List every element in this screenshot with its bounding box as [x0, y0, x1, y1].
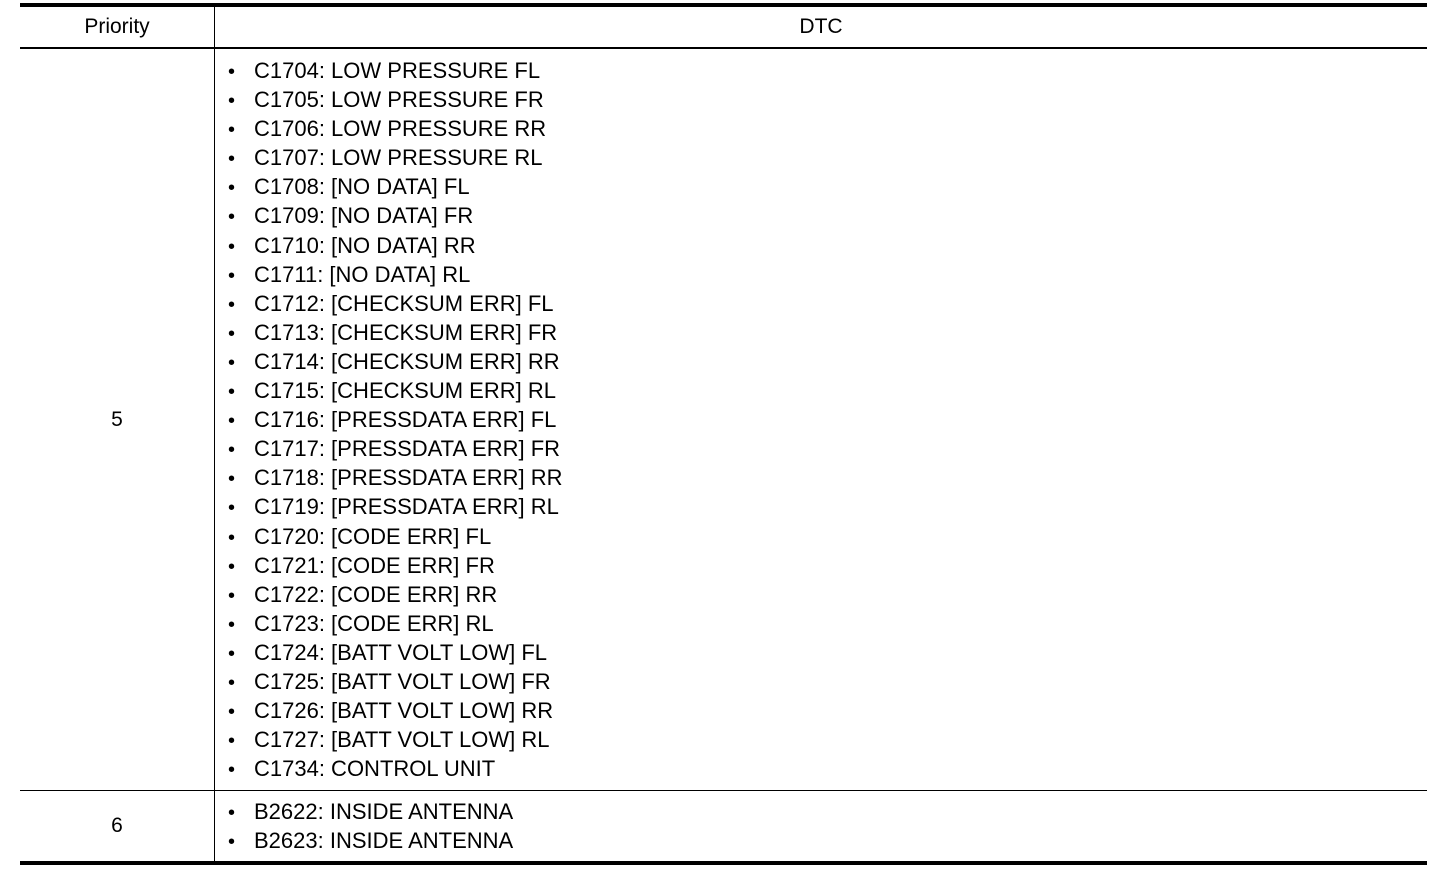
- dtc-priority-table: [20, 3, 1427, 865]
- dtc-code-text: C1713: [CHECKSUM ERR] FR: [254, 319, 558, 345]
- table-header-row: [20, 7, 1427, 49]
- dtc-code-text: C1711: [NO DATA] RL: [254, 261, 471, 287]
- list-item: [228, 347, 1427, 376]
- bullet-icon: •: [228, 671, 236, 694]
- dtc-code-text: C1712: [CHECKSUM ERR] FL: [254, 290, 554, 316]
- bullet-icon: •: [228, 381, 236, 404]
- list-item: [228, 172, 1427, 201]
- bullet-icon: •: [228, 90, 236, 113]
- list-item: [228, 376, 1427, 405]
- dtc-code-text: C1726: [BATT VOLT LOW] RR: [254, 698, 554, 724]
- dtc-code-text: C1707: LOW PRESSURE RL: [254, 145, 543, 171]
- table-row: [20, 49, 1427, 791]
- list-item: [228, 826, 1427, 855]
- bullet-icon: •: [228, 206, 236, 229]
- list-item: [228, 580, 1427, 609]
- header-priority: Priority: [20, 7, 215, 47]
- list-item: [228, 522, 1427, 551]
- list-item: [228, 696, 1427, 725]
- priority-cell: 6: [20, 791, 215, 861]
- dtc-code-text: C1708: [NO DATA] FL: [254, 174, 470, 200]
- list-item: [228, 551, 1427, 580]
- bullet-icon: •: [228, 497, 236, 520]
- bullet-icon: •: [228, 555, 236, 578]
- bullet-icon: •: [228, 351, 236, 374]
- list-item: [228, 143, 1427, 172]
- list-item: [228, 492, 1427, 521]
- bullet-icon: •: [228, 802, 236, 824]
- bullet-icon: •: [228, 439, 236, 462]
- list-item: [228, 797, 1427, 826]
- dtc-cell: [215, 791, 1427, 861]
- bullet-icon: •: [228, 177, 236, 200]
- bullet-icon: •: [228, 642, 236, 665]
- dtc-code-text: C1734: CONTROL UNIT: [254, 756, 496, 782]
- dtc-code-text: C1725: [BATT VOLT LOW] FR: [254, 668, 551, 694]
- list-item: [228, 725, 1427, 754]
- list-item: [228, 85, 1427, 114]
- dtc-code-text: C1715: [CHECKSUM ERR] RL: [254, 378, 556, 404]
- bullet-icon: •: [228, 293, 236, 316]
- list-item: [228, 318, 1427, 347]
- dtc-code-text: C1706: LOW PRESSURE RR: [254, 116, 547, 142]
- bullet-icon: •: [228, 613, 236, 636]
- priority-cell: 5: [20, 49, 215, 790]
- header-dtc: DTC: [799, 15, 843, 38]
- list-item: [228, 638, 1427, 667]
- list-item: [228, 56, 1427, 85]
- dtc-code-text: C1717: [PRESSDATA ERR] FR: [254, 436, 561, 462]
- bullet-icon: •: [228, 119, 236, 142]
- list-item: [228, 434, 1427, 463]
- dtc-cell: [215, 49, 1427, 790]
- table-row: [20, 791, 1427, 861]
- dtc-code-text: C1718: [PRESSDATA ERR] RR: [254, 465, 563, 491]
- dtc-list: [215, 49, 1427, 783]
- bullet-icon: •: [228, 584, 236, 607]
- dtc-code-text: C1721: [CODE ERR] FR: [254, 552, 495, 578]
- dtc-code-text: C1720: [CODE ERR] FL: [254, 523, 492, 549]
- bullet-icon: •: [228, 468, 236, 491]
- bullet-icon: •: [228, 831, 236, 854]
- dtc-code-text: B2623: INSIDE ANTENNA: [254, 828, 514, 854]
- bullet-icon: •: [228, 61, 236, 83]
- dtc-code-text: C1724: [BATT VOLT LOW] FL: [254, 639, 548, 665]
- list-item: [228, 201, 1427, 230]
- dtc-code-text: C1705: LOW PRESSURE FR: [254, 87, 544, 113]
- list-item: [228, 754, 1427, 783]
- list-item: [228, 114, 1427, 143]
- dtc-code-text: C1727: [BATT VOLT LOW] RL: [254, 727, 550, 753]
- dtc-list: [215, 791, 1427, 855]
- dtc-code-text: C1714: [CHECKSUM ERR] RR: [254, 348, 560, 374]
- dtc-code-text: C1716: [PRESSDATA ERR] FL: [254, 407, 557, 433]
- bullet-icon: •: [228, 322, 236, 345]
- bullet-icon: •: [228, 410, 236, 433]
- dtc-code-text: C1709: [NO DATA] FR: [254, 203, 474, 229]
- list-item: [228, 260, 1427, 289]
- bullet-icon: •: [228, 235, 236, 258]
- list-item: [228, 463, 1427, 492]
- list-item: [228, 231, 1427, 260]
- dtc-code-text: C1719: [PRESSDATA ERR] RL: [254, 494, 559, 520]
- dtc-code-text: B2622: INSIDE ANTENNA: [254, 799, 514, 824]
- list-item: [228, 667, 1427, 696]
- bullet-icon: •: [228, 759, 236, 782]
- dtc-code-text: C1722: [CODE ERR] RR: [254, 581, 498, 607]
- list-item: [228, 609, 1427, 638]
- list-item: [228, 405, 1427, 434]
- bullet-icon: •: [228, 264, 236, 287]
- dtc-code-text: C1723: [CODE ERR] RL: [254, 610, 494, 636]
- bullet-icon: •: [228, 701, 236, 724]
- list-item: [228, 289, 1427, 318]
- bullet-icon: •: [228, 526, 236, 549]
- dtc-code-text: C1704: LOW PRESSURE FL: [254, 58, 541, 83]
- bullet-icon: •: [228, 730, 236, 753]
- dtc-code-text: C1710: [NO DATA] RR: [254, 232, 476, 258]
- bullet-icon: •: [228, 148, 236, 171]
